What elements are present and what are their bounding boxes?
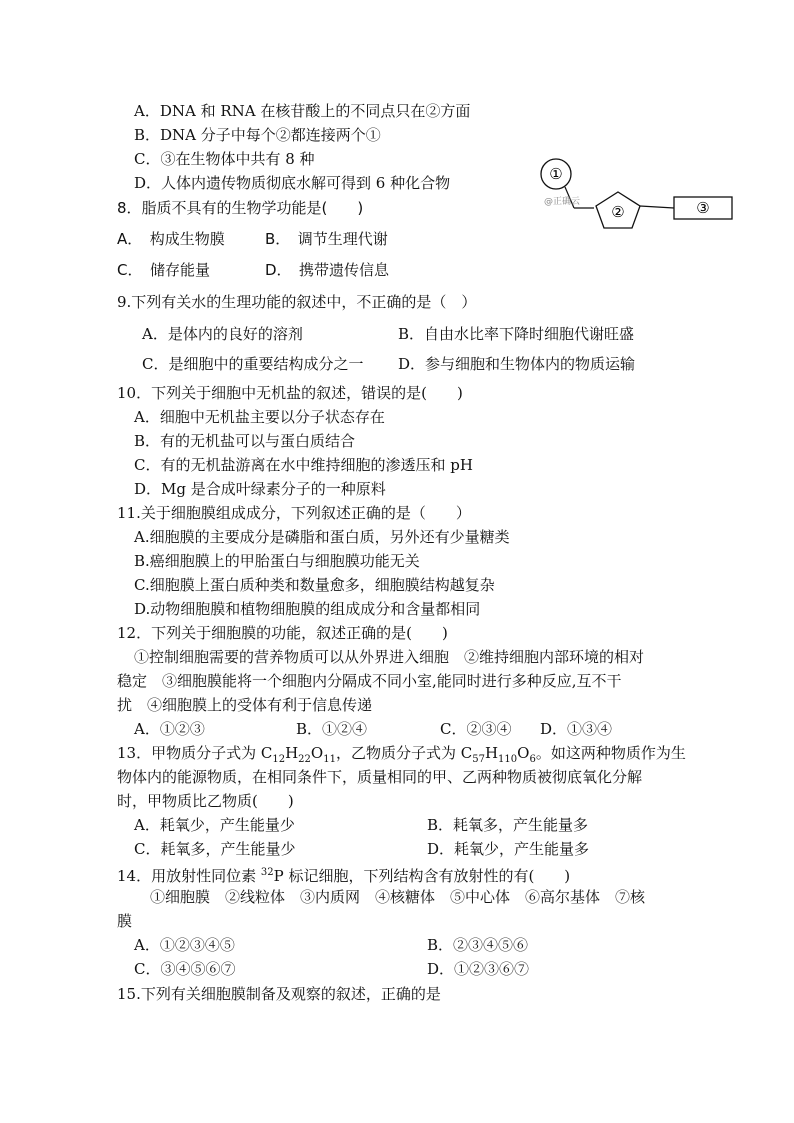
q13-body-line-2: 时，甲物质比乙物质( ) [117, 792, 294, 810]
q11-option-b: B.癌细胞膜上的甲胎蛋白与细胞膜功能无关 [134, 552, 420, 570]
nucleotide-diagram [536, 154, 746, 234]
q13-option-b: B．耗氧多，产生能量多 [427, 816, 589, 834]
q7-option-c: C．③在生物体中共有 8 种 [134, 150, 315, 168]
q11-stem: 11.关于细胞膜组成成分，下列叙述正确的是（ ） [117, 504, 471, 522]
diagram-label-3: ③ [696, 199, 710, 217]
q13-option-a: A．耗氧少，产生能量少 [134, 816, 295, 834]
diagram-label-2: ② [611, 203, 625, 221]
q8-option-d: D． 携带遗传信息 [265, 261, 390, 279]
q10-option-c: C．有的无机盐游离在水中维持细胞的渗透压和 pH [134, 456, 473, 474]
q12-option-c: C．②③④ [440, 720, 512, 738]
q13-option-c: C．耗氧多，产生能量少 [134, 840, 296, 858]
q12-body-line-3: 扰 ④细胞膜上的受体有利于信息传递 [117, 696, 373, 714]
q11-option-c: C.细胞膜上蛋白质种类和数量愈多，细胞膜结构越复杂 [134, 576, 495, 594]
q9-option-b: B．自由水比率下降时细胞代谢旺盛 [398, 325, 635, 343]
q15-stem: 15.下列有关细胞膜制备及观察的叙述，正确的是 [117, 985, 441, 1003]
q13-body-line-1: 物体内的能源物质，在相同条件下，质量相同的甲、乙两种物质被彻底氧化分解 [117, 768, 643, 786]
q12-body-line-1: ①控制细胞需要的营养物质可以从外界进入细胞 ②维持细胞内部环境的相对 [134, 648, 645, 666]
q14-option-c: C．③④⑤⑥⑦ [134, 960, 236, 978]
q14-body-line-2: 膜 [117, 912, 133, 930]
q8-option-c: C． 储存能量 [117, 261, 210, 279]
diagram-watermark: @正确云 [544, 197, 581, 207]
q8-option-b: B． 调节生理代谢 [265, 230, 388, 248]
q13-option-d: D．耗氧少，产生能量多 [427, 840, 590, 858]
q11-option-a: A.细胞膜的主要成分是磷脂和蛋白质，另外还有少量糖类 [134, 528, 510, 546]
q12-option-b: B．①②④ [296, 720, 368, 738]
q9-option-a: A．是体内的良好的溶剂 [142, 325, 303, 343]
q12-body-line-2: 稳定 ③细胞膜能将一个细胞内分隔成不同小室,能同时进行多种反应,互不干 [117, 672, 622, 690]
q12-option-d: D．①③④ [540, 720, 613, 738]
q14-option-b: B．②③④⑤⑥ [427, 936, 529, 954]
q8-option-a: A． 构成生物膜 [117, 230, 225, 248]
q11-option-d: D.动物细胞膜和植物细胞膜的组成成分和含量都相同 [134, 600, 481, 618]
q7-option-a: A．DNA 和 RNA 在核苷酸上的不同点只在②方面 [134, 102, 471, 120]
q8-stem: 8．脂质不具有的生物学功能是( ) [117, 199, 364, 217]
q14-stem: 14．用放射性同位素 $^{32}$P 标记细胞，下列结构含有放射性的有( ) [117, 867, 571, 885]
q9-option-c: C．是细胞中的重要结构成分之一 [142, 355, 364, 373]
q14-option-a: A．①②③④⑤ [134, 936, 235, 954]
q7-option-b: B．DNA 分子中每个②都连接两个① [134, 126, 381, 144]
q9-stem: 9.下列有关水的生理功能的叙述中，不正确的是（ ） [117, 293, 477, 311]
q10-option-b: B．有的无机盐可以与蛋白质结合 [134, 432, 356, 450]
q12-stem: 12．下列关于细胞膜的功能，叙述正确的是( ) [117, 624, 448, 642]
q9-option-d: D．参与细胞和生物体内的物质运输 [398, 355, 636, 373]
q10-option-d: D．Mg 是合成叶绿素分子的一种原料 [134, 480, 386, 498]
q10-option-a: A．细胞中无机盐主要以分子状态存在 [134, 408, 385, 426]
q12-option-a: A．①②③ [134, 720, 205, 738]
q14-option-d: D．①②③⑥⑦ [427, 960, 530, 978]
q7-option-d: D．人体内遗传物质彻底水解可得到 6 种化合物 [134, 174, 451, 192]
q14-body-line-1: ①细胞膜 ②线粒体 ③内质网 ④核糖体 ⑤中心体 ⑥高尔基体 ⑦核 [150, 888, 646, 906]
q10-stem: 10．下列关于细胞中无机盐的叙述，错误的是( ) [117, 384, 463, 402]
q13-stem: 13．甲物质分子式为 $C_{12}H_{22}O_{11}$，乙物质分子式为 $C_{57}H_{110}O_6$。如这两种物质作为生 [117, 744, 686, 765]
diagram-label-1: ① [549, 165, 563, 183]
